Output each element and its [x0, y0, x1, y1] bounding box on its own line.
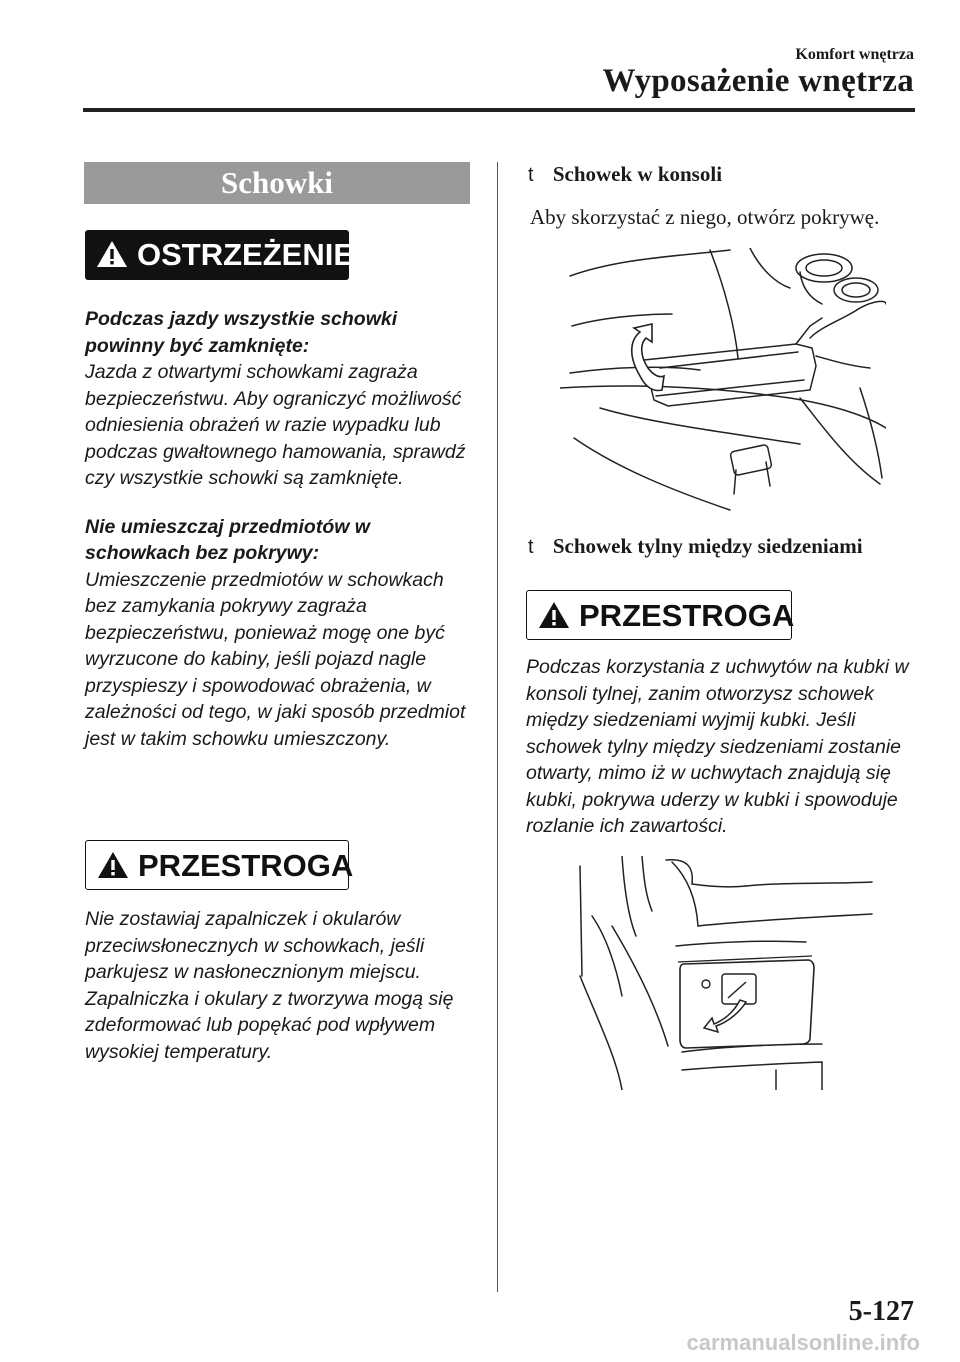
console-instruction: Aby skorzystać z niego, otwórz pokrywę. [530, 205, 880, 229]
caution-triangle-icon [96, 850, 130, 880]
header-rule [83, 108, 915, 112]
page-number: 5-127 [848, 1296, 914, 1327]
watermark: carmanualsonline.info [686, 1330, 920, 1355]
warning-label [85, 230, 355, 280]
heading-rear-storage [528, 534, 928, 559]
section-label: Komfort wnętrza [795, 46, 914, 63]
column-divider [497, 162, 498, 1292]
caution-block [85, 906, 470, 1065]
heading-console-storage [528, 162, 928, 187]
warning-triangle-icon [95, 239, 129, 269]
warning-2-body: Umieszczenie przedmiotów w schowkach bez zamykania pokrywy zagraża bezpieczeństwu, ponieważ mogę one być wyrzucone do kabiny, jeśli pojazd nagle przyspieszy i spowodować obrażenia, w zależności od tego, w jaki sposób przedmiot jest w takim schowku umieszczony. [85, 568, 466, 750]
heading-2-text: Schowek tylny między siedzeniami [552, 534, 863, 558]
warning-label-text: OSTRZEŻENIE [137, 237, 355, 272]
console-storage-illustration [560, 248, 886, 516]
caution-label-text: PRZESTROGA [138, 848, 354, 883]
warning-1-body: Jazda z otwartymi schowkami zagraża bezpieczeństwu. Aby ograniczyć możliwość odniesienia obrażeń w razie wypadku lub podczas gwałtownego hamowania, sprawdź czy wszystkie schowki są zamknięte. [85, 361, 466, 489]
caution-body-right: Podczas korzystania z uchwytów na kubki w konsoli tylnej, zanim otworzysz schowek między siedzeniami wyjmij kubki. Jeśli schowek tylny między siedzeniami zostanie otwarty, mimo iż w uchwytach znajdują się kubki, pokrywa uderzy w kubki i spowoduje rozlanie ich zawartości. [526, 656, 909, 837]
caution-block-right [526, 654, 916, 840]
page-title: Wyposażenie wnętrza [602, 63, 914, 99]
bullet-marker: t [528, 536, 534, 558]
heading-1-text: Schowek w konsoli [552, 162, 723, 186]
warning-1-title: Podczas jazdy wszystkie schowki powinny być zamknięte: [85, 308, 398, 357]
caution-triangle-icon [537, 600, 571, 630]
caution-label [85, 840, 354, 890]
caution-label-text: PRZESTROGA [579, 598, 795, 633]
rear-storage-illustration [576, 856, 876, 1090]
warning-2-title: Nie umieszczaj przedmiotów w schowkach bez pokrywy: [85, 515, 370, 564]
caution-body: Nie zostawiaj zapalniczek i okularów przeciwsłonecznych w schowkach, jeśli parkujesz w nasłonecznionym miejscu. Zapalniczka i okulary z tworzywa mogą się zdeformować lub popękać pod wpływem wysokiej temperatury. [85, 908, 454, 1063]
caution-label-right [526, 590, 795, 640]
warning-block [85, 306, 470, 752]
bullet-marker: t [528, 164, 534, 186]
section-banner: Schowki [84, 162, 470, 204]
